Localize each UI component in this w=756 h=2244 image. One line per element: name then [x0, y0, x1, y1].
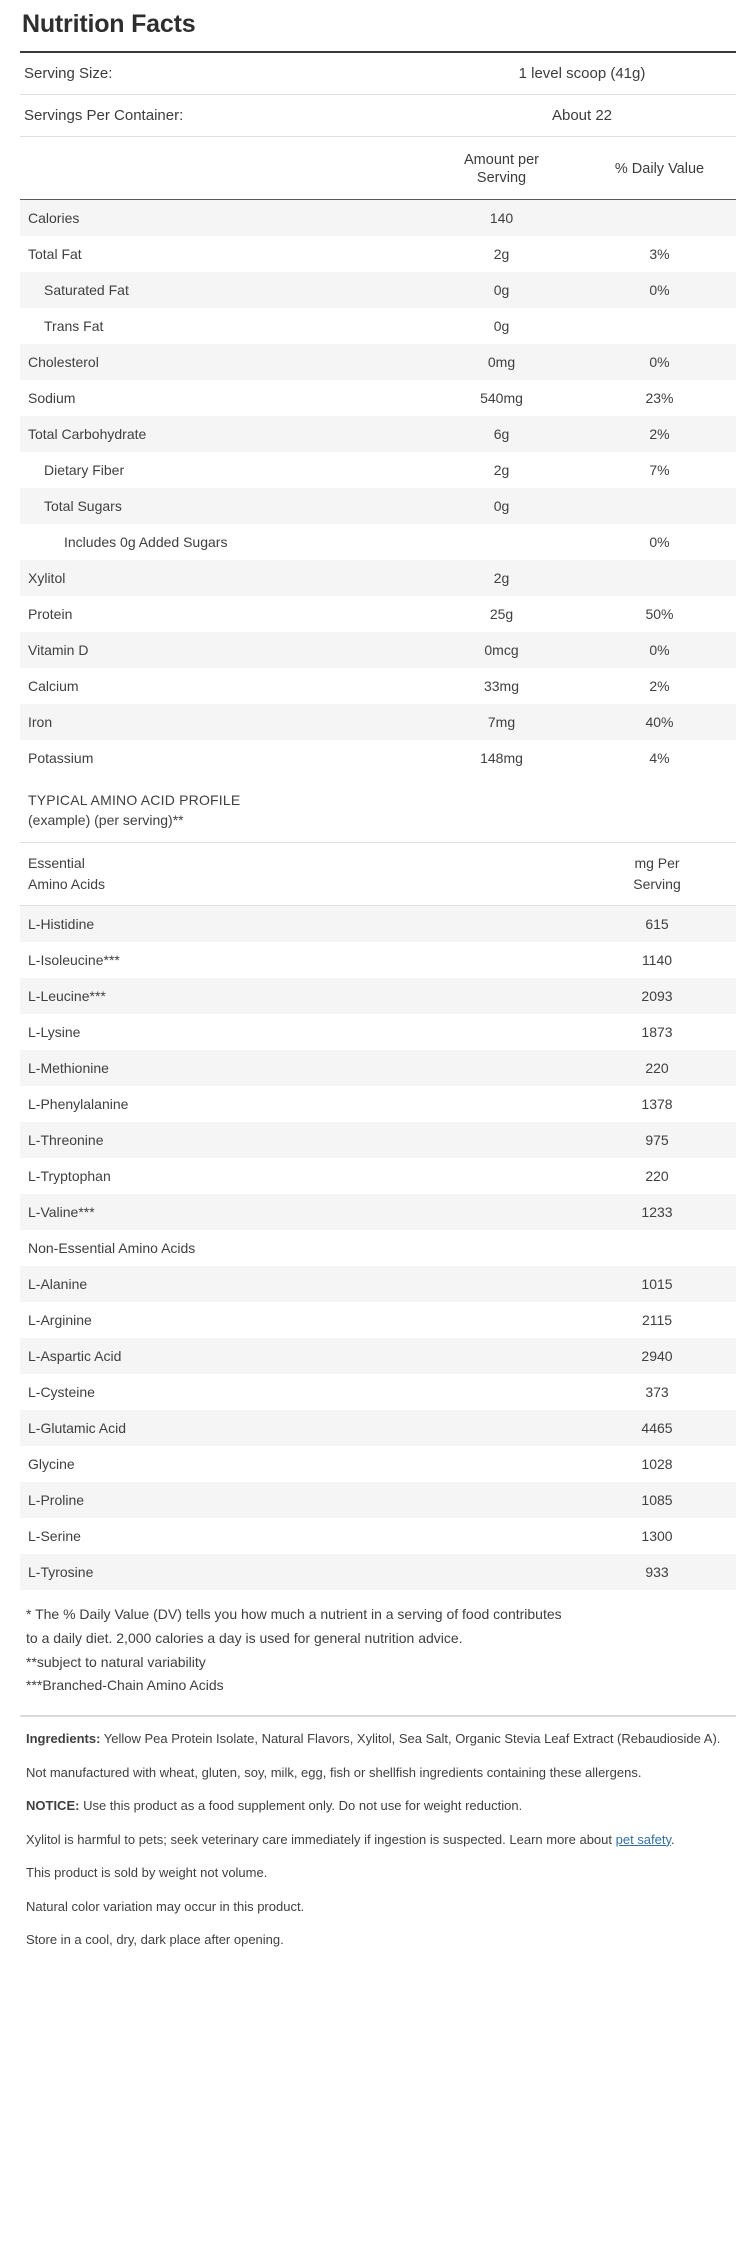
- amino-row: [20, 978, 736, 1014]
- amino-row: [20, 1158, 736, 1194]
- nutrient-name: Trans Fat: [44, 318, 104, 335]
- amino-row: [20, 1194, 736, 1230]
- nutrient-daily-value: 3%: [649, 246, 670, 263]
- amino-profile-heading: TYPICAL AMINO ACID PROFILE: [28, 792, 241, 809]
- amino-name: L-Isoleucine***: [28, 952, 120, 969]
- amino-value: 1233: [641, 1204, 673, 1221]
- nutrient-row: [20, 524, 736, 560]
- nutrient-amount: 140: [489, 210, 514, 227]
- nutrient-daily-value: [583, 200, 736, 236]
- nutrient-row: [20, 272, 736, 308]
- xylitol-warning-paragraph: [26, 1830, 730, 1850]
- dv-footnote-line1: * The % Daily Value (DV) tells you how much a nutrient in a serving of food contributes: [26, 1606, 562, 1623]
- nutrient-amount: 2g: [493, 570, 510, 587]
- amino-name: L-Tyrosine: [28, 1564, 94, 1581]
- amino-name: L-Histidine: [28, 916, 95, 933]
- amino-row: [20, 1050, 736, 1086]
- amino-value: 4465: [641, 1420, 673, 1437]
- amino-row: [20, 942, 736, 978]
- nutrient-amount: 0g: [493, 498, 510, 515]
- nutrient-amount: 7mg: [487, 714, 516, 731]
- amino-value: [578, 1230, 736, 1266]
- nutrient-daily-value: [583, 560, 736, 596]
- nutrient-name: Cholesterol: [28, 354, 99, 371]
- xylitol-warning-period: .: [671, 1831, 675, 1847]
- amino-row: [20, 1122, 736, 1158]
- notice-paragraph: [26, 1796, 730, 1816]
- color-note-paragraph: Natural color variation may occur in this product.: [26, 1898, 305, 1914]
- nutrient-amount: 25g: [489, 606, 514, 623]
- amino-value: 975: [645, 1132, 669, 1149]
- amino-col2-header: [578, 843, 736, 905]
- nutrient-amount: 540mg: [480, 390, 523, 407]
- amino-value: 2940: [641, 1348, 673, 1365]
- amino-column-header-table: [20, 843, 736, 905]
- amino-name: L-Valine***: [28, 1204, 95, 1221]
- xylitol-warning-text: Xylitol is harmful to pets; seek veterinary care immediately if ingestion is suspected. Learn more about: [26, 1831, 616, 1847]
- amino-col1-line2: Amino Acids: [28, 876, 106, 893]
- amino-value: 220: [645, 1168, 669, 1185]
- footnotes: [20, 1590, 736, 1711]
- amino-value: 1015: [641, 1276, 673, 1293]
- nutrient-daily-value: 2%: [649, 426, 670, 443]
- nutrient-daily-value: 2%: [649, 678, 670, 695]
- nutrient-amount: 0g: [493, 282, 510, 299]
- nutrient-name: Total Carbohydrate: [28, 426, 147, 443]
- nutrient-name: Dietary Fiber: [44, 462, 125, 479]
- amount-per-serving-line2: Serving: [476, 170, 527, 187]
- product-info: [20, 1717, 736, 1970]
- nutrient-name: Saturated Fat: [44, 282, 129, 299]
- amino-name: L-Serine: [28, 1528, 81, 1545]
- serving-table: [20, 53, 736, 94]
- amino-row: [20, 1410, 736, 1446]
- amino-name: L-Cysteine: [28, 1384, 95, 1401]
- amino-name: L-Lysine: [28, 1024, 81, 1041]
- amino-name: L-Arginine: [28, 1312, 92, 1329]
- nutrient-table: [20, 200, 736, 776]
- nutrient-row: [20, 452, 736, 488]
- ingredients-paragraph: [26, 1729, 730, 1749]
- nutrient-row: [20, 380, 736, 416]
- amino-row: [20, 1446, 736, 1482]
- serving-size-label: Serving Size:: [24, 65, 113, 82]
- servings-per-container-table: [20, 95, 736, 136]
- amino-row: [20, 1518, 736, 1554]
- amino-name: L-Leucine***: [28, 988, 106, 1005]
- page-title: Nutrition Facts: [22, 10, 196, 38]
- ingredients-text: Yellow Pea Protein Isolate, Natural Flavors, Xylitol, Sea Salt, Organic Stevia Leaf Extract (Rebaudioside A).: [100, 1731, 721, 1746]
- nutrient-amount: 33mg: [483, 678, 520, 695]
- amino-value: 1085: [641, 1492, 673, 1509]
- amino-col1-header: [20, 843, 578, 905]
- amino-row: [20, 906, 736, 942]
- nutrient-daily-value: [583, 488, 736, 524]
- amino-value: 1873: [641, 1024, 673, 1041]
- amino-name: Non-Essential Amino Acids: [28, 1240, 196, 1257]
- amino-row: [20, 1230, 736, 1266]
- nutrient-row: [20, 704, 736, 740]
- amino-name: Glycine: [28, 1456, 75, 1473]
- amino-value: 1300: [641, 1528, 673, 1545]
- amino-name: L-Phenylalanine: [28, 1096, 129, 1113]
- amino-row: [20, 1302, 736, 1338]
- nutrient-amount: 2g: [493, 462, 510, 479]
- nutrient-row: [20, 236, 736, 272]
- serving-size-row: [20, 53, 736, 94]
- nutrient-name: Total Sugars: [44, 498, 122, 515]
- amino-row: [20, 1086, 736, 1122]
- amino-value: 2093: [641, 988, 673, 1005]
- nutrient-row: [20, 344, 736, 380]
- amino-value: 1140: [641, 952, 673, 969]
- nutrient-row: [20, 488, 736, 524]
- notice-label: NOTICE:: [26, 1798, 80, 1813]
- amino-row: [20, 1554, 736, 1590]
- pet-safety-link[interactable]: pet safety: [615, 1831, 672, 1847]
- amino-name: L-Alanine: [28, 1276, 88, 1293]
- nutrient-name: Potassium: [28, 750, 94, 767]
- nutrient-name: Vitamin D: [28, 642, 89, 659]
- nutrient-row: [20, 416, 736, 452]
- servings-per-container-row: [20, 95, 736, 136]
- nutrient-name: Xylitol: [28, 570, 66, 587]
- weight-note-paragraph: This product is sold by weight not volume.: [26, 1865, 268, 1880]
- nutrient-name: Protein: [28, 606, 73, 623]
- amino-name: L-Glutamic Acid: [28, 1420, 127, 1437]
- amino-name: L-Proline: [28, 1492, 85, 1509]
- nutrient-row: [20, 740, 736, 776]
- nutrient-amount: 0mcg: [484, 642, 519, 659]
- nutrient-row: [20, 560, 736, 596]
- amino-table: [20, 906, 736, 1590]
- amino-row: [20, 1374, 736, 1410]
- nutrient-amount: 0g: [493, 318, 510, 335]
- amount-per-serving-line1: Amount per: [464, 152, 539, 168]
- nutrient-daily-value: 4%: [649, 750, 670, 767]
- amino-name: L-Methionine: [28, 1060, 109, 1077]
- nutrient-daily-value: 0%: [649, 534, 670, 551]
- amino-value: 1378: [641, 1096, 673, 1113]
- amino-name: L-Tryptophan: [28, 1168, 111, 1185]
- nutrient-daily-value: 0%: [649, 282, 670, 299]
- amino-column-header-row: [20, 843, 736, 905]
- servings-per-container-label: Servings Per Container:: [24, 107, 184, 124]
- amino-value: 1028: [641, 1456, 673, 1473]
- amino-col1-line1: Essential: [28, 855, 85, 872]
- nutrient-name: Iron: [28, 714, 53, 731]
- amino-col2-line2: Serving: [633, 876, 681, 893]
- amino-value: 615: [645, 916, 669, 933]
- nutrient-name: Includes 0g Added Sugars: [64, 534, 228, 551]
- nutrient-amount: 0mg: [487, 354, 516, 371]
- nutrient-daily-value: 0%: [649, 642, 670, 659]
- nutrient-row: [20, 632, 736, 668]
- nutrient-name: Sodium: [28, 390, 76, 407]
- amino-row: [20, 1482, 736, 1518]
- nutrient-amount: 148mg: [480, 750, 523, 767]
- servings-per-container-value: About 22: [551, 107, 613, 124]
- notice-text: Use this product as a food supplement only. Do not use for weight reduction.: [79, 1798, 523, 1813]
- nutrient-daily-value: 40%: [645, 714, 674, 731]
- nutrient-daily-value: 50%: [645, 606, 674, 623]
- amino-profile-subheading: (example) (per serving)**: [28, 812, 184, 829]
- nutrient-row: [20, 596, 736, 632]
- column-header-blank: [20, 137, 420, 199]
- amino-name: L-Threonine: [28, 1132, 104, 1149]
- amount-per-serving-header: [420, 137, 583, 199]
- amino-value: 933: [645, 1564, 669, 1581]
- amino-value: 220: [645, 1060, 669, 1077]
- nutrient-daily-value: 23%: [645, 390, 674, 407]
- amino-row: [20, 1014, 736, 1050]
- nutrient-row: [20, 668, 736, 704]
- nutrient-row: [20, 200, 736, 236]
- nutrient-daily-value: 7%: [649, 462, 670, 479]
- amino-col2-line1: mg Per: [634, 855, 680, 872]
- nutrient-amount: 2g: [493, 246, 510, 263]
- dv-footnote-line2: to a daily diet. 2,000 calories a day is used for general nutrition advice.: [26, 1629, 463, 1646]
- nutrient-name: Calories: [28, 210, 80, 227]
- nutrient-column-header: [20, 137, 736, 199]
- amino-row: [20, 1266, 736, 1302]
- daily-value-header: % Daily Value: [614, 161, 705, 178]
- nutrient-name: Total Fat: [28, 246, 82, 263]
- nutrient-daily-value: [583, 308, 736, 344]
- allergen-paragraph: Not manufactured with wheat, gluten, soy, milk, egg, fish or shellfish ingredients containing these allergens.: [26, 1764, 642, 1780]
- variability-footnote: **subject to natural variability: [26, 1653, 206, 1670]
- serving-size-value: 1 level scoop (41g): [518, 65, 646, 82]
- amino-name: L-Aspartic Acid: [28, 1348, 122, 1365]
- nutrient-row: [20, 308, 736, 344]
- amino-row: [20, 1338, 736, 1374]
- nutrient-daily-value: 0%: [649, 354, 670, 371]
- nutrient-amount: 6g: [493, 426, 510, 443]
- nutrient-amount: [420, 524, 583, 560]
- storage-note-paragraph: Store in a cool, dry, dark place after opening.: [26, 1932, 284, 1947]
- amino-value: 373: [645, 1384, 669, 1401]
- ingredients-label: Ingredients:: [26, 1731, 101, 1746]
- bcaa-footnote: ***Branched-Chain Amino Acids: [26, 1677, 224, 1694]
- amino-value: 2115: [641, 1312, 673, 1329]
- column-header-row: [20, 137, 736, 199]
- nutrient-name: Calcium: [28, 678, 79, 695]
